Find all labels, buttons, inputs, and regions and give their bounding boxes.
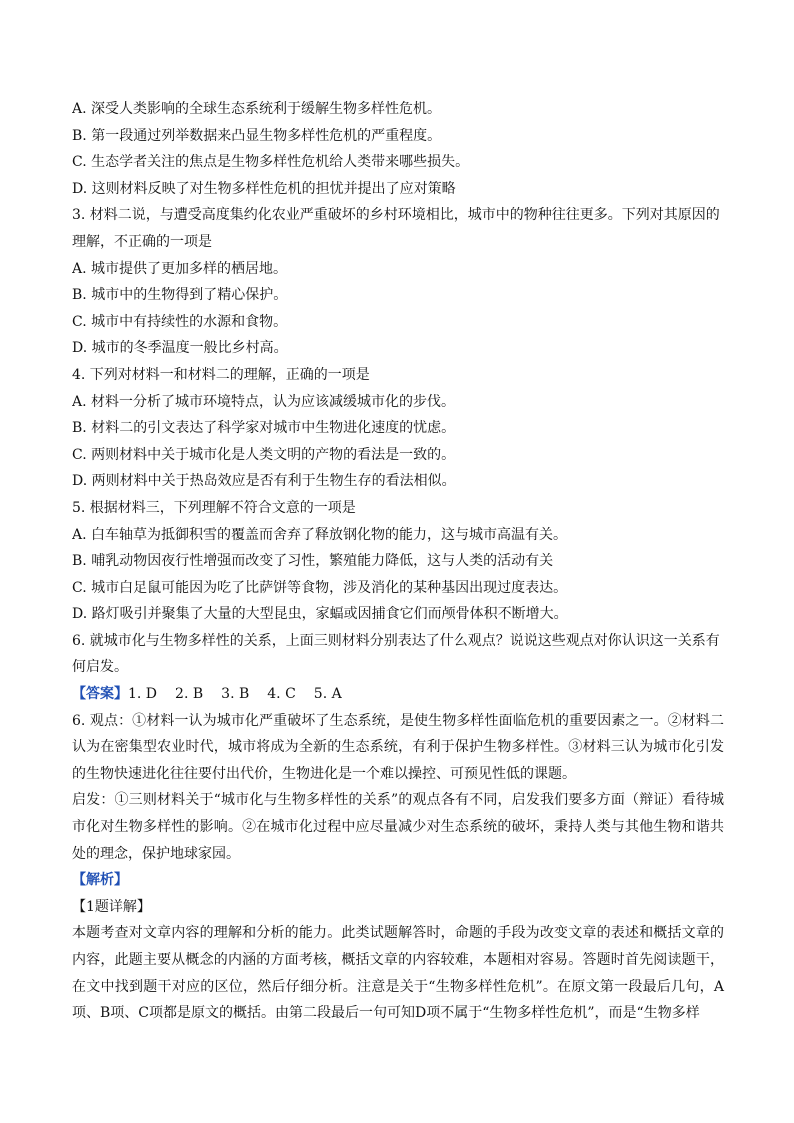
- q6-answer-inspiration: 启发：①三则材料关于“城市化与生物多样性的关系”的观点各有不同，启发我们要多方面（辩证）看待城市化对生物多样性的影响。②在城市化过程中应尽量减少对生态系统的破坏，秉持人类与其他生物和谐共处的理念，保护地球家园。: [72, 792, 724, 862]
- q3-option-b: B. 城市中的生物得到了精心保护。: [72, 287, 288, 304]
- analysis-tag: 【解析】: [72, 872, 128, 889]
- q3-option-a: A. 城市提供了更加多样的栖居地。: [72, 260, 288, 277]
- answer-item-2: 2. B: [175, 686, 204, 703]
- answer-item-3: 3. B: [221, 686, 250, 703]
- q6-stem-line1: 6. 就城市化与生物多样性的关系，上面三则材料分别表达了什么观点？说说这些观点对你认识这一关系有: [72, 632, 720, 649]
- q2-option-b: B. 第一段通过列举数据来凸显生物多样性危机的严重程度。: [72, 127, 442, 144]
- q3-option-d: D. 城市的冬季温度一般比乡村高。: [72, 340, 288, 357]
- q4-stem: 4. 下列对材料一和材料二的理解，正确的一项是: [72, 366, 370, 383]
- q4-option-d: D. 两则材料中关于热岛效应是否有利于生物生存的看法相似。: [72, 473, 456, 490]
- q3-stem-line2: 理解，不正确的一项是: [72, 233, 212, 250]
- answer-item-1: 1. D: [128, 686, 158, 703]
- answer-tag: 【答案】: [72, 686, 128, 703]
- answer-item-5: 5. A: [313, 686, 342, 703]
- q2-option-c: C. 生态学者关注的焦点是生物多样性危机给人类带来哪些损失。: [72, 154, 470, 171]
- analysis-text-q1: 本题考查对文章内容的理解和分析的能力。此类试题解答时，命题的手段为改变文章的表述和概括文章的内容，此题主要从概念的内涵的方面考核，概括文章的内容较难，本题相对容易。答题时首先阅读题干，在文中找到题干对应的区位，然后仔细分析。注意是关于“生物多样性危机”。在原文第一段最后几句，A项、B项、C项都是原文的概括。由第二段最后一句可知D项不属于“生物多样性危机”，而是“生物多样: [72, 925, 724, 1022]
- q3-option-c: C. 城市中有持续性的水源和食物。: [72, 313, 288, 330]
- q5-option-d: D. 路灯吸引并聚集了大量的大型昆虫，家蝠或因捕食它们而颅骨体积不断增大。: [72, 606, 568, 623]
- q3-stem-line1: 3. 材料二说，与遭受高度集约化农业严重破坏的乡村环境相比，城市中的物种往往更多。下列对其原因的: [72, 207, 720, 224]
- q4-option-c: C. 两则材料中关于城市化是人类文明的产物的看法是一致的。: [72, 446, 456, 463]
- analysis-subtag-q1: 【1题详解】: [72, 898, 151, 915]
- answer-item-4: 4. C: [267, 686, 296, 703]
- q5-option-a: A. 白车轴草为抵御积雪的覆盖而舍弃了释放钢化物的能力，这与城市高温有关。: [72, 526, 568, 543]
- q2-option-d: D. 这则材料反映了对生物多样性危机的担忧并提出了应对策略: [72, 180, 456, 197]
- q2-option-a: A. 深受人类影响的全球生态系统利于缓解生物多样性危机。: [72, 101, 442, 117]
- q4-option-a: A. 材料一分析了城市环境特点，认为应该减缓城市化的步伐。: [72, 393, 456, 410]
- answer-line: [72, 681, 724, 708]
- q4-option-b: B. 材料二的引文表达了科学家对城市中生物进化速度的忧虑。: [72, 420, 456, 437]
- q5-option-b: B. 哺乳动物因夜行性增强而改变了习性，繁殖能力降低，这与人类的活动有关: [72, 553, 554, 570]
- document-page: [72, 96, 724, 1027]
- q6-answer-viewpoint: 6. 观点：①材料一认为城市化严重破坏了生态系统，是使生物多样性面临危机的重要因素之一。②材料二认为在密集型农业时代，城市将成为全新的生态系统，有利于保护生物多样性。③材料三认为城市化引发的生物快速进化往往要付出代价，生物进化是一个难以操控、可预见性低的课题。: [72, 712, 724, 782]
- q5-option-c: C. 城市白足鼠可能因为吃了比萨饼等食物，涉及消化的某种基因出现过度表达。: [72, 579, 568, 596]
- q6-stem-line2: 何启发。: [72, 659, 128, 676]
- q5-stem: 5. 根据材料三，下列理解不符合文意的一项是: [72, 499, 356, 516]
